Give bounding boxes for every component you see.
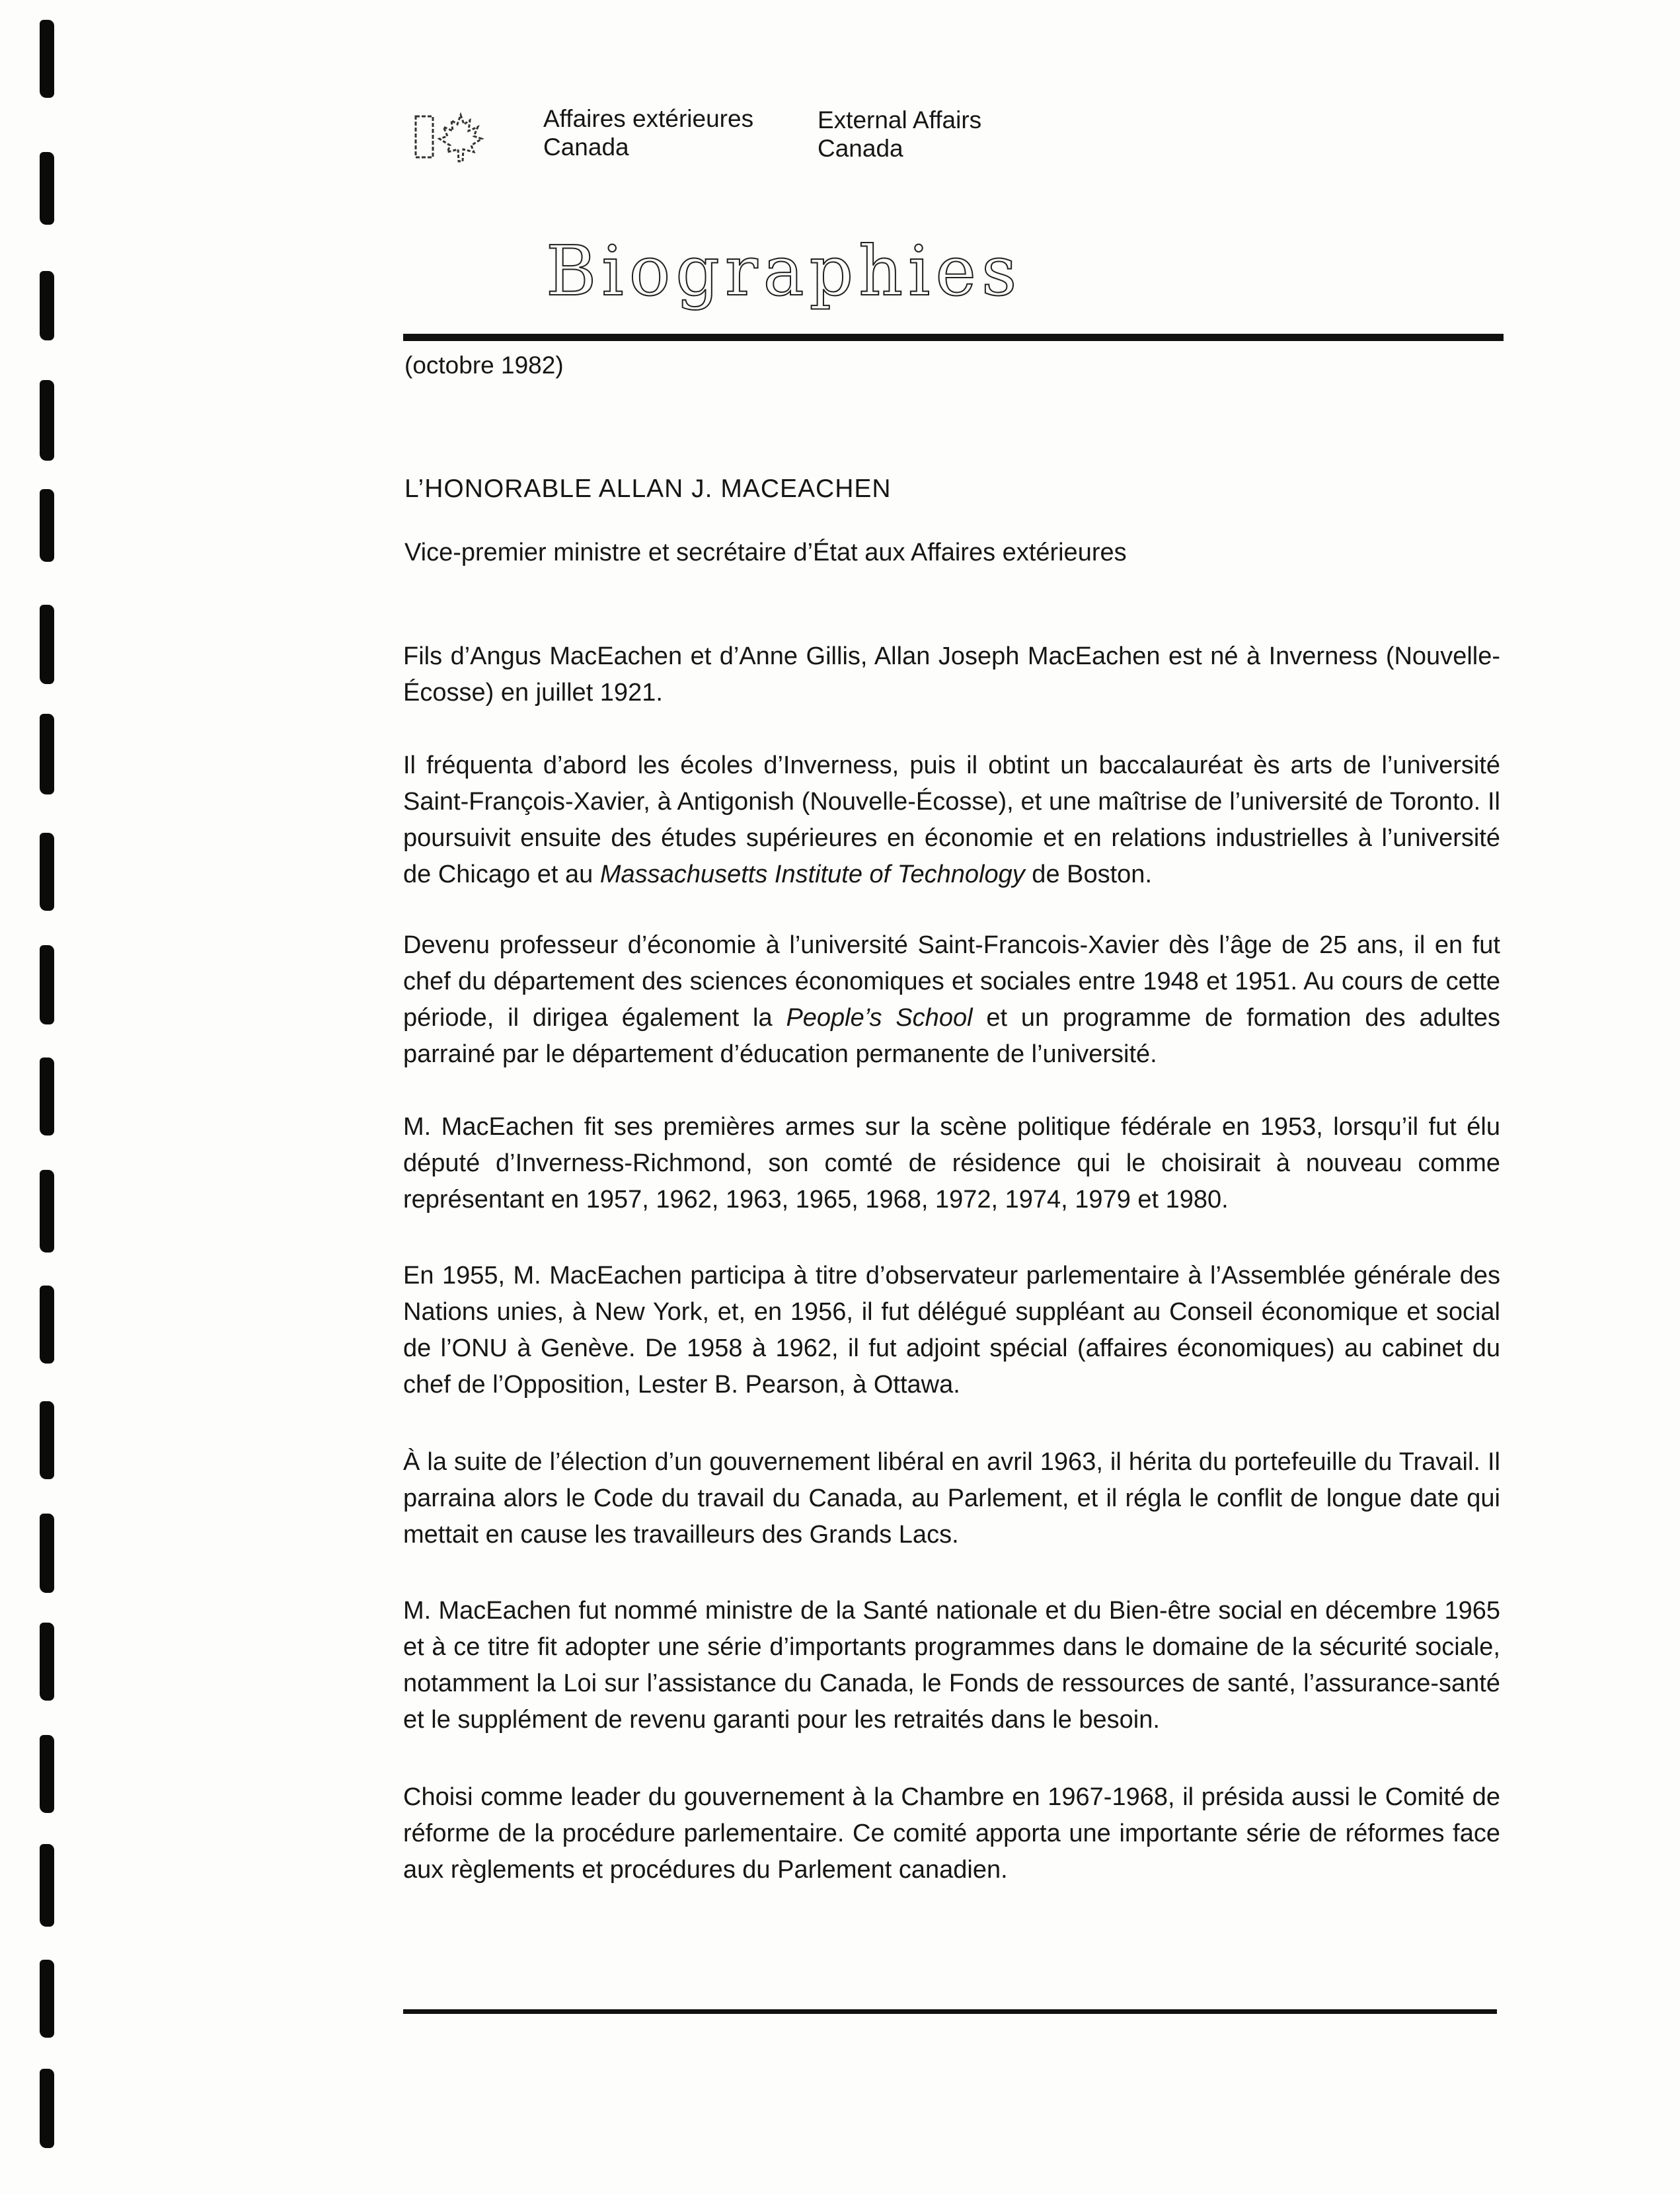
- publication-date: (octobre 1982): [404, 352, 564, 379]
- binding-hole: [40, 271, 54, 340]
- binding-hole: [40, 714, 54, 794]
- paragraph: M. MacEachen fit ses premières armes sur la scène politique fédérale en 1953, lorsqu’il fut élu député d’Inverness-Richmond, son comté de résidence qui le choisirait à nouveau comme représentant en 1957, 1962, 1963, 1965, 1968, 1972, 1974, 1979 et 1980.: [403, 1113, 1500, 1213]
- binding-hole: [40, 2069, 54, 2148]
- binding-hole: [40, 1058, 54, 1136]
- department-name-en-line1: External Affairs: [818, 106, 982, 134]
- binding-hole: [40, 945, 54, 1024]
- binding-hole: [40, 605, 54, 684]
- paragraph: [403, 927, 1500, 1073]
- binding-hole: [40, 489, 54, 562]
- binding-hole: [40, 20, 54, 98]
- person-name: L’HONORABLE ALLAN J. MACEACHEN: [404, 475, 892, 503]
- biography-body: [403, 638, 1500, 1925]
- department-name-fr-line2: Canada: [543, 134, 629, 161]
- binding-hole: [40, 1735, 54, 1813]
- paragraph: [403, 748, 1500, 893]
- binding-hole: [40, 1844, 54, 1927]
- paragraph: Choisi comme leader du gouvernement à la Chambre en 1967-1968, il présida aussi le Comité de réforme de la procédure parlementaire. Ce comité apporta une importante série de réformes face aux règlements et procédures du Parlement canadien.: [403, 1783, 1500, 1884]
- binding-hole: [40, 380, 54, 461]
- binding-hole: [40, 1286, 54, 1364]
- department-name-fr-line1: Affaires extérieures: [543, 105, 754, 132]
- paragraph-italic-text: People’s School: [786, 1004, 973, 1032]
- paragraph-text: Devenu professeur d’économie à l’université Saint-Francois-Xavier dès l’âge de 25 ans, il en fut chef du département des sciences économiques et sociales entre 1948 et 1951. Au cours de cette période, il dirigea également la: [403, 931, 1500, 1032]
- canada-flag-icon: [413, 111, 489, 164]
- department-name-en-line2: Canada: [818, 135, 903, 162]
- binding-hole: [40, 152, 54, 225]
- header-rule: [403, 334, 1504, 341]
- department-name-fr: [543, 104, 753, 161]
- person-role: Vice-premier ministre et secrétaire d’État aux Affaires extérieures: [404, 539, 1127, 566]
- paragraph-text: et un programme de formation des adultes parrainé par le département d’éducation permanente de l’université.: [403, 1004, 1501, 1068]
- paragraph: Fils d’Angus MacEachen et d’Anne Gillis, Allan Joseph MacEachen est né à Inverness (Nouvelle-Écosse) en juillet 1921.: [403, 642, 1500, 707]
- binding-holes: [34, 0, 61, 2195]
- series-title: Biographies: [546, 231, 1022, 311]
- paragraph: M. MacEachen fut nommé ministre de la Santé nationale et du Bien-être social en décembre 1965 et à ce titre fit adopter une série d’importants programmes dans le domaine de la sécurité sociale, notamment la Loi sur l’assistance du Canada, le Fonds de ressources de santé, l’assurance-santé et le supplément de revenu garanti pour les retraités dans le besoin.: [403, 1597, 1500, 1734]
- paragraph-text: de Boston.: [1024, 861, 1152, 888]
- binding-hole: [40, 1960, 54, 2038]
- binding-hole: [40, 1623, 54, 1701]
- binding-hole: [40, 833, 54, 911]
- binding-hole: [40, 1170, 54, 1252]
- binding-hole: [40, 1401, 54, 1479]
- paragraph-text: Il fréquenta d’abord les écoles d’Inverness, puis il obtint un baccalauréat ès arts de l’université Saint-François-Xavier, à Antigonish (Nouvelle-Écosse), et une maîtrise de l’université de Toronto. Il poursuivit ensuite des études supérieures en économie et en relations industrielles à l’université de Chicago et au: [403, 751, 1500, 888]
- paragraph: À la suite de l’élection d’un gouvernement libéral en avril 1963, il hérita du portefeuille du Travail. Il parraina alors le Code du travail du Canada, au Parlement, et il régla le conflit de longue date qui mettait en cause les travailleurs des Grands Lacs.: [403, 1448, 1500, 1549]
- paragraph: En 1955, M. MacEachen participa à titre d’observateur parlementaire à l’Assemblée générale des Nations unies, à New York, et, en 1956, il fut délégué suppléant au Conseil économique et social de l’ONU à Genève. De 1958 à 1962, il fut adjoint spécial (affaires économiques) au cabinet du chef de l’Opposition, Lester B. Pearson, à Ottawa.: [403, 1262, 1500, 1399]
- department-name-en: [818, 106, 981, 163]
- binding-hole: [40, 1514, 54, 1593]
- paragraph-italic-text: Massachusetts Institute of Technology: [599, 861, 1025, 888]
- footer-rule: [403, 2009, 1497, 2014]
